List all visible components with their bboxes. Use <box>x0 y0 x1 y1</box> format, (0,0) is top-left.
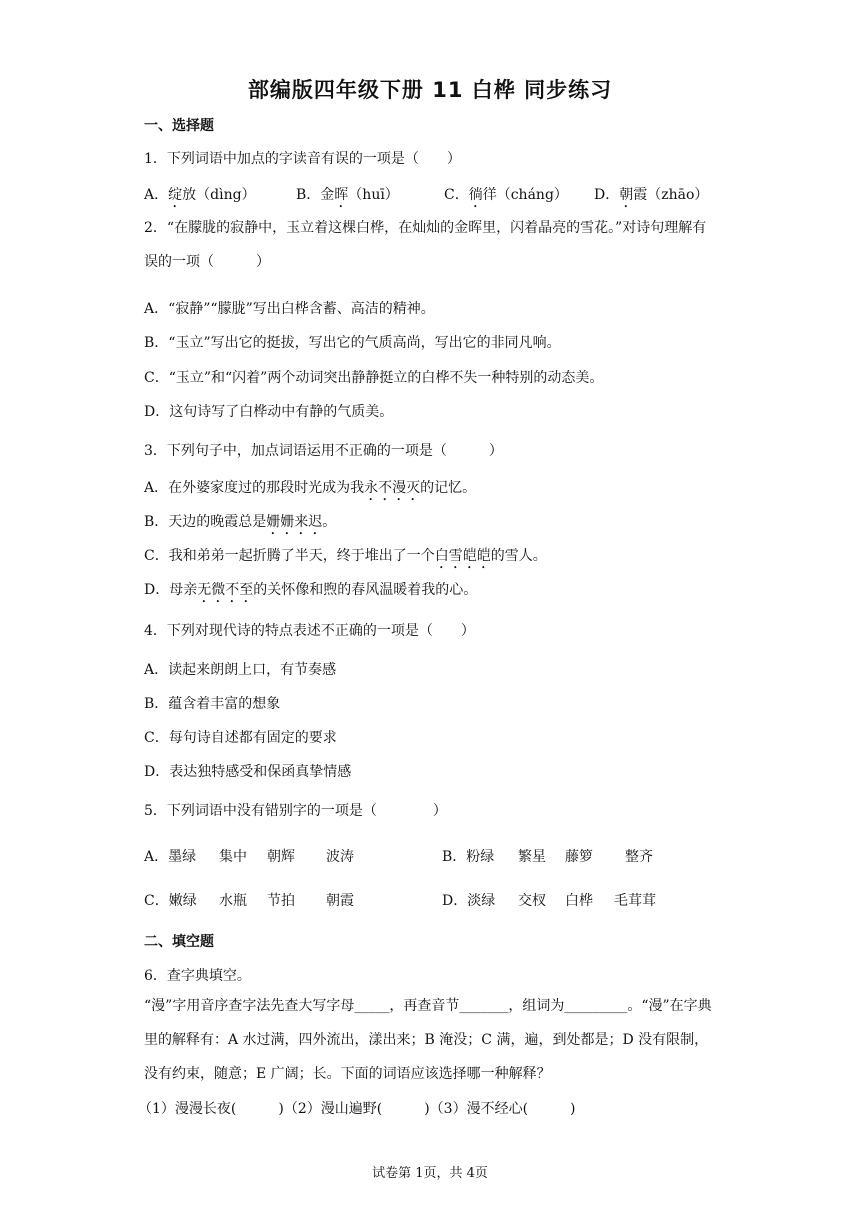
q3-option-d: D．母亲无微不至的关怀像和煦的春风温暖着我的心。 <box>144 582 478 598</box>
question-6-stem: 6．查字典填空。 <box>144 968 251 984</box>
section-heading-fill: 二、填空题 <box>144 934 214 950</box>
q5-word: 节拍 <box>267 893 295 909</box>
question-1-stem: 1．下列词语中加点的字读音有误的一项是（ ） <box>144 151 461 167</box>
q2-option-b: B．“玉立”写出它的挺拔，写出它的气质高尚，写出它的非同凡响。 <box>144 335 561 351</box>
question-4-stem: 4．下列对现代诗的特点表述不正确的一项是（ ） <box>144 623 475 639</box>
page-footer: 试卷第 1页，共 4页 <box>372 1166 488 1181</box>
q5-word: A．墨绿 <box>144 849 197 865</box>
q5-word: 毛茸茸 <box>614 893 656 909</box>
q2-option-a: A．“寂静”“朦胧”写出白桦含蓄、高洁的精神。 <box>144 301 435 317</box>
q5-word: 波涛 <box>326 849 354 865</box>
q4-option-d: D．表达独特感受和保函真挚情感 <box>144 764 352 780</box>
q1-option-a: A．绽放（dìng） <box>144 187 256 203</box>
q5-word: D．淡绿 <box>442 893 496 909</box>
q5-word: 交杈 <box>518 893 546 909</box>
q5-word: 白桦 <box>565 893 593 909</box>
q2-option-d: D．这句诗写了白桦动中有静的气质美。 <box>144 404 394 420</box>
q3-option-b: B．天边的晚霞总是姗姗来迟。 <box>144 514 337 530</box>
q5-word: C．嫩绿 <box>144 893 197 909</box>
q3-option-a: A．在外婆家度过的那段时光成为我永不漫灭的记忆。 <box>144 480 477 496</box>
question-6-subitems: （1）漫漫长夜( )（2）漫山遍野( )（3）漫不经心( ) <box>138 1101 576 1117</box>
q4-option-c: C．每句诗自述都有固定的要求 <box>144 730 337 746</box>
q4-option-a: A．读起来朗朗上口，有节奏感 <box>144 662 337 678</box>
q5-word: 朝霞 <box>326 893 354 909</box>
q4-option-b: B．蕴含着丰富的想象 <box>144 696 281 712</box>
q1-option-d: D．朝霞（zhāo） <box>594 187 709 203</box>
question-2-stem: 2．“在朦胧的寂静中，玉立着这棵白桦，在灿灿的金晖里，闪着晶亮的雪花。”对诗句理解有误的一项（ ） <box>144 220 707 270</box>
section-heading-choice: 一、选择题 <box>144 118 214 134</box>
q5-word: 整齐 <box>625 849 653 865</box>
q2-option-c: C．“玉立”和“闪着”两个动词突出静静挺立的白桦不失一种特别的动态美。 <box>144 370 604 386</box>
q5-word: 集中 <box>219 849 247 865</box>
question-3-stem: 3．下列句子中，加点词语运用不正确的一项是（ ） <box>144 443 503 459</box>
q1-option-c: C．徜徉（cháng） <box>444 187 568 203</box>
q1-option-b: B．金晖（huī） <box>296 187 399 203</box>
q5-word: B．粉绿 <box>442 849 495 865</box>
q3-option-c: C．我和弟弟一起折腾了半天，终于堆出了一个白雪皑皑的雪人。 <box>144 548 547 564</box>
question-6-paragraph: “漫”字用音序查字法先查大写字母_____，再查音节_______，组词为_________。“漫”在字典里的解释有：A 水过满，四外流出，漾出来；B 淹没；C 满，遍，到处都是；D 没有限制，没有约束，随意；E 广阔；长。下面的词语应该选择哪一种解释？ <box>144 998 712 1082</box>
q5-word: 繁星 <box>518 849 546 865</box>
q5-word: 水瓶 <box>219 893 247 909</box>
page-title: 部编版四年级下册 11 白桦 同步练习 <box>247 78 613 102</box>
question-5-stem: 5．下列词语中没有错别字的一项是（ ） <box>144 803 447 819</box>
q5-word: 朝辉 <box>267 849 295 865</box>
q5-word: 藤箩 <box>565 849 593 865</box>
